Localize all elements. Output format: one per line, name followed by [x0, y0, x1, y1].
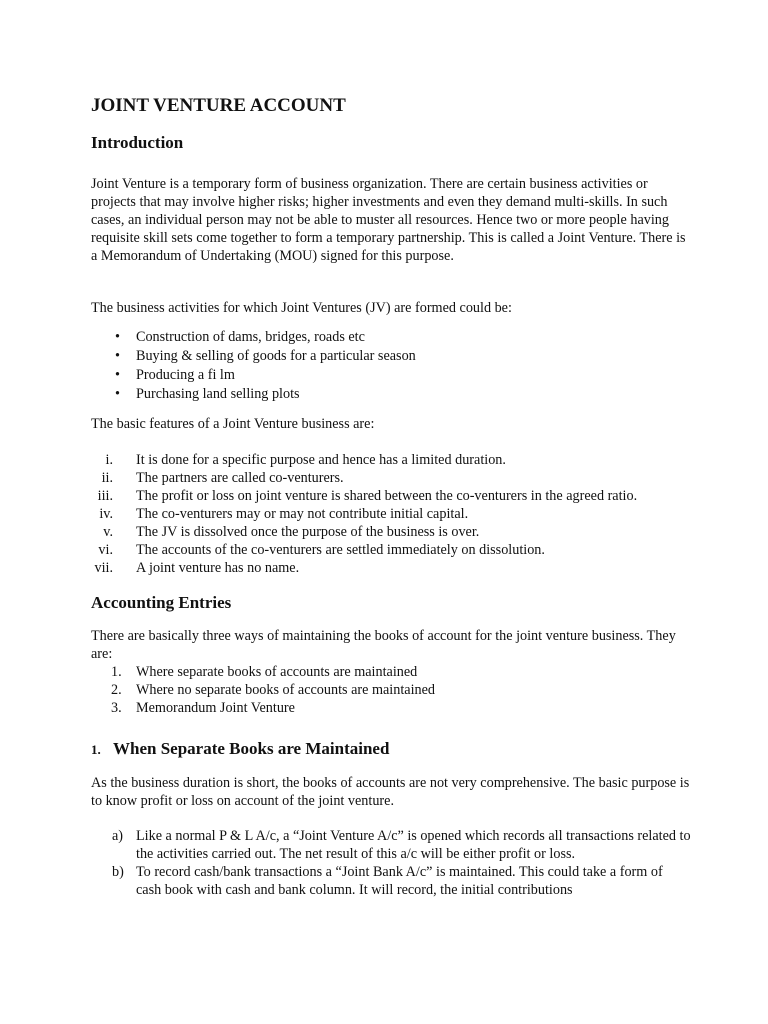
list-item: iii. The profit or loss on joint venture is shared between the co-venturers in the agreed ratio.	[97, 488, 638, 504]
bullet-icon: •	[115, 348, 120, 364]
features-lead: The basic features of a Joint Venture business are:	[91, 416, 375, 432]
separate-books-heading: When Separate Books are Maintained	[113, 739, 390, 758]
section-number: 1.	[91, 742, 101, 757]
bullet-icon: •	[115, 367, 120, 383]
separate-books-paragraph: As the business duration is short, the books of accounts are not very comprehensive. The basic purpose is to know profit or loss on account of the joint venture.	[91, 775, 690, 809]
document-title: JOINT VENTURE ACCOUNT	[91, 95, 346, 116]
separate-books-heading-row	[91, 738, 691, 760]
list-item: a) Like a normal P & L A/c, a “Joint Venture A/c” is opened which records all transactions related to the activities carried out. The net result of this a/c will be either profit or loss.	[112, 828, 691, 862]
list-item: vi. The accounts of the co-venturers are settled immediately on dissolution.	[98, 542, 545, 558]
accounting-entries-heading: Accounting Entries	[91, 593, 232, 612]
list-item: iv. The co-venturers may or may not contribute initial capital.	[99, 506, 469, 522]
bullet-icon: •	[115, 386, 120, 402]
list-item: 3. Memorandum Joint Venture	[111, 700, 295, 716]
list-item: • Buying & selling of goods for a particular season	[115, 348, 416, 364]
introduction-heading: Introduction	[91, 133, 184, 152]
list-item: 2. Where no separate books of accounts are maintained	[111, 682, 435, 698]
list-item: • Construction of dams, bridges, roads etc	[115, 329, 365, 345]
list-item: vii. A joint venture has no name.	[94, 560, 300, 576]
list-item: 1. Where separate books of accounts are maintained	[111, 664, 418, 680]
bullet-icon: •	[115, 329, 120, 345]
activities-list	[91, 328, 691, 404]
activities-lead: The business activities for which Joint Ventures (JV) are formed could be:	[91, 300, 512, 316]
list-item: b) To record cash/bank transactions a “Joint Bank A/c” is maintained. This could take a form of cash book with cash and bank column. It will record, the initial contributions	[112, 864, 663, 898]
introduction-paragraph: Joint Venture is a temporary form of business organization. There are certain business activities or projects that may involve higher risks; higher investments and even they demand multi-skills. In such cases, an individual person may not be able to muster all resources. Hence two or more people having requisite skill sets come together to form a temporary partnership. This is called a Joint Venture. There is a Memorandum of Undertaking (MOU) signed for this purpose.	[91, 176, 686, 264]
ways-list	[91, 663, 691, 717]
features-list	[91, 451, 691, 577]
list-item: i. It is done for a specific purpose and hence has a limited duration.	[105, 452, 506, 468]
list-item: ii. The partners are called co-venturers.	[101, 470, 344, 486]
list-item: • Purchasing land selling plots	[115, 386, 300, 402]
document-page	[91, 94, 691, 899]
separate-books-points	[91, 827, 691, 899]
list-item: v. The JV is dissolved once the purpose of the business is over.	[103, 524, 480, 540]
accounting-entries-paragraph: There are basically three ways of maintaining the books of account for the joint venture business. They are:	[91, 628, 676, 662]
list-item: • Producing a fi lm	[115, 367, 235, 383]
